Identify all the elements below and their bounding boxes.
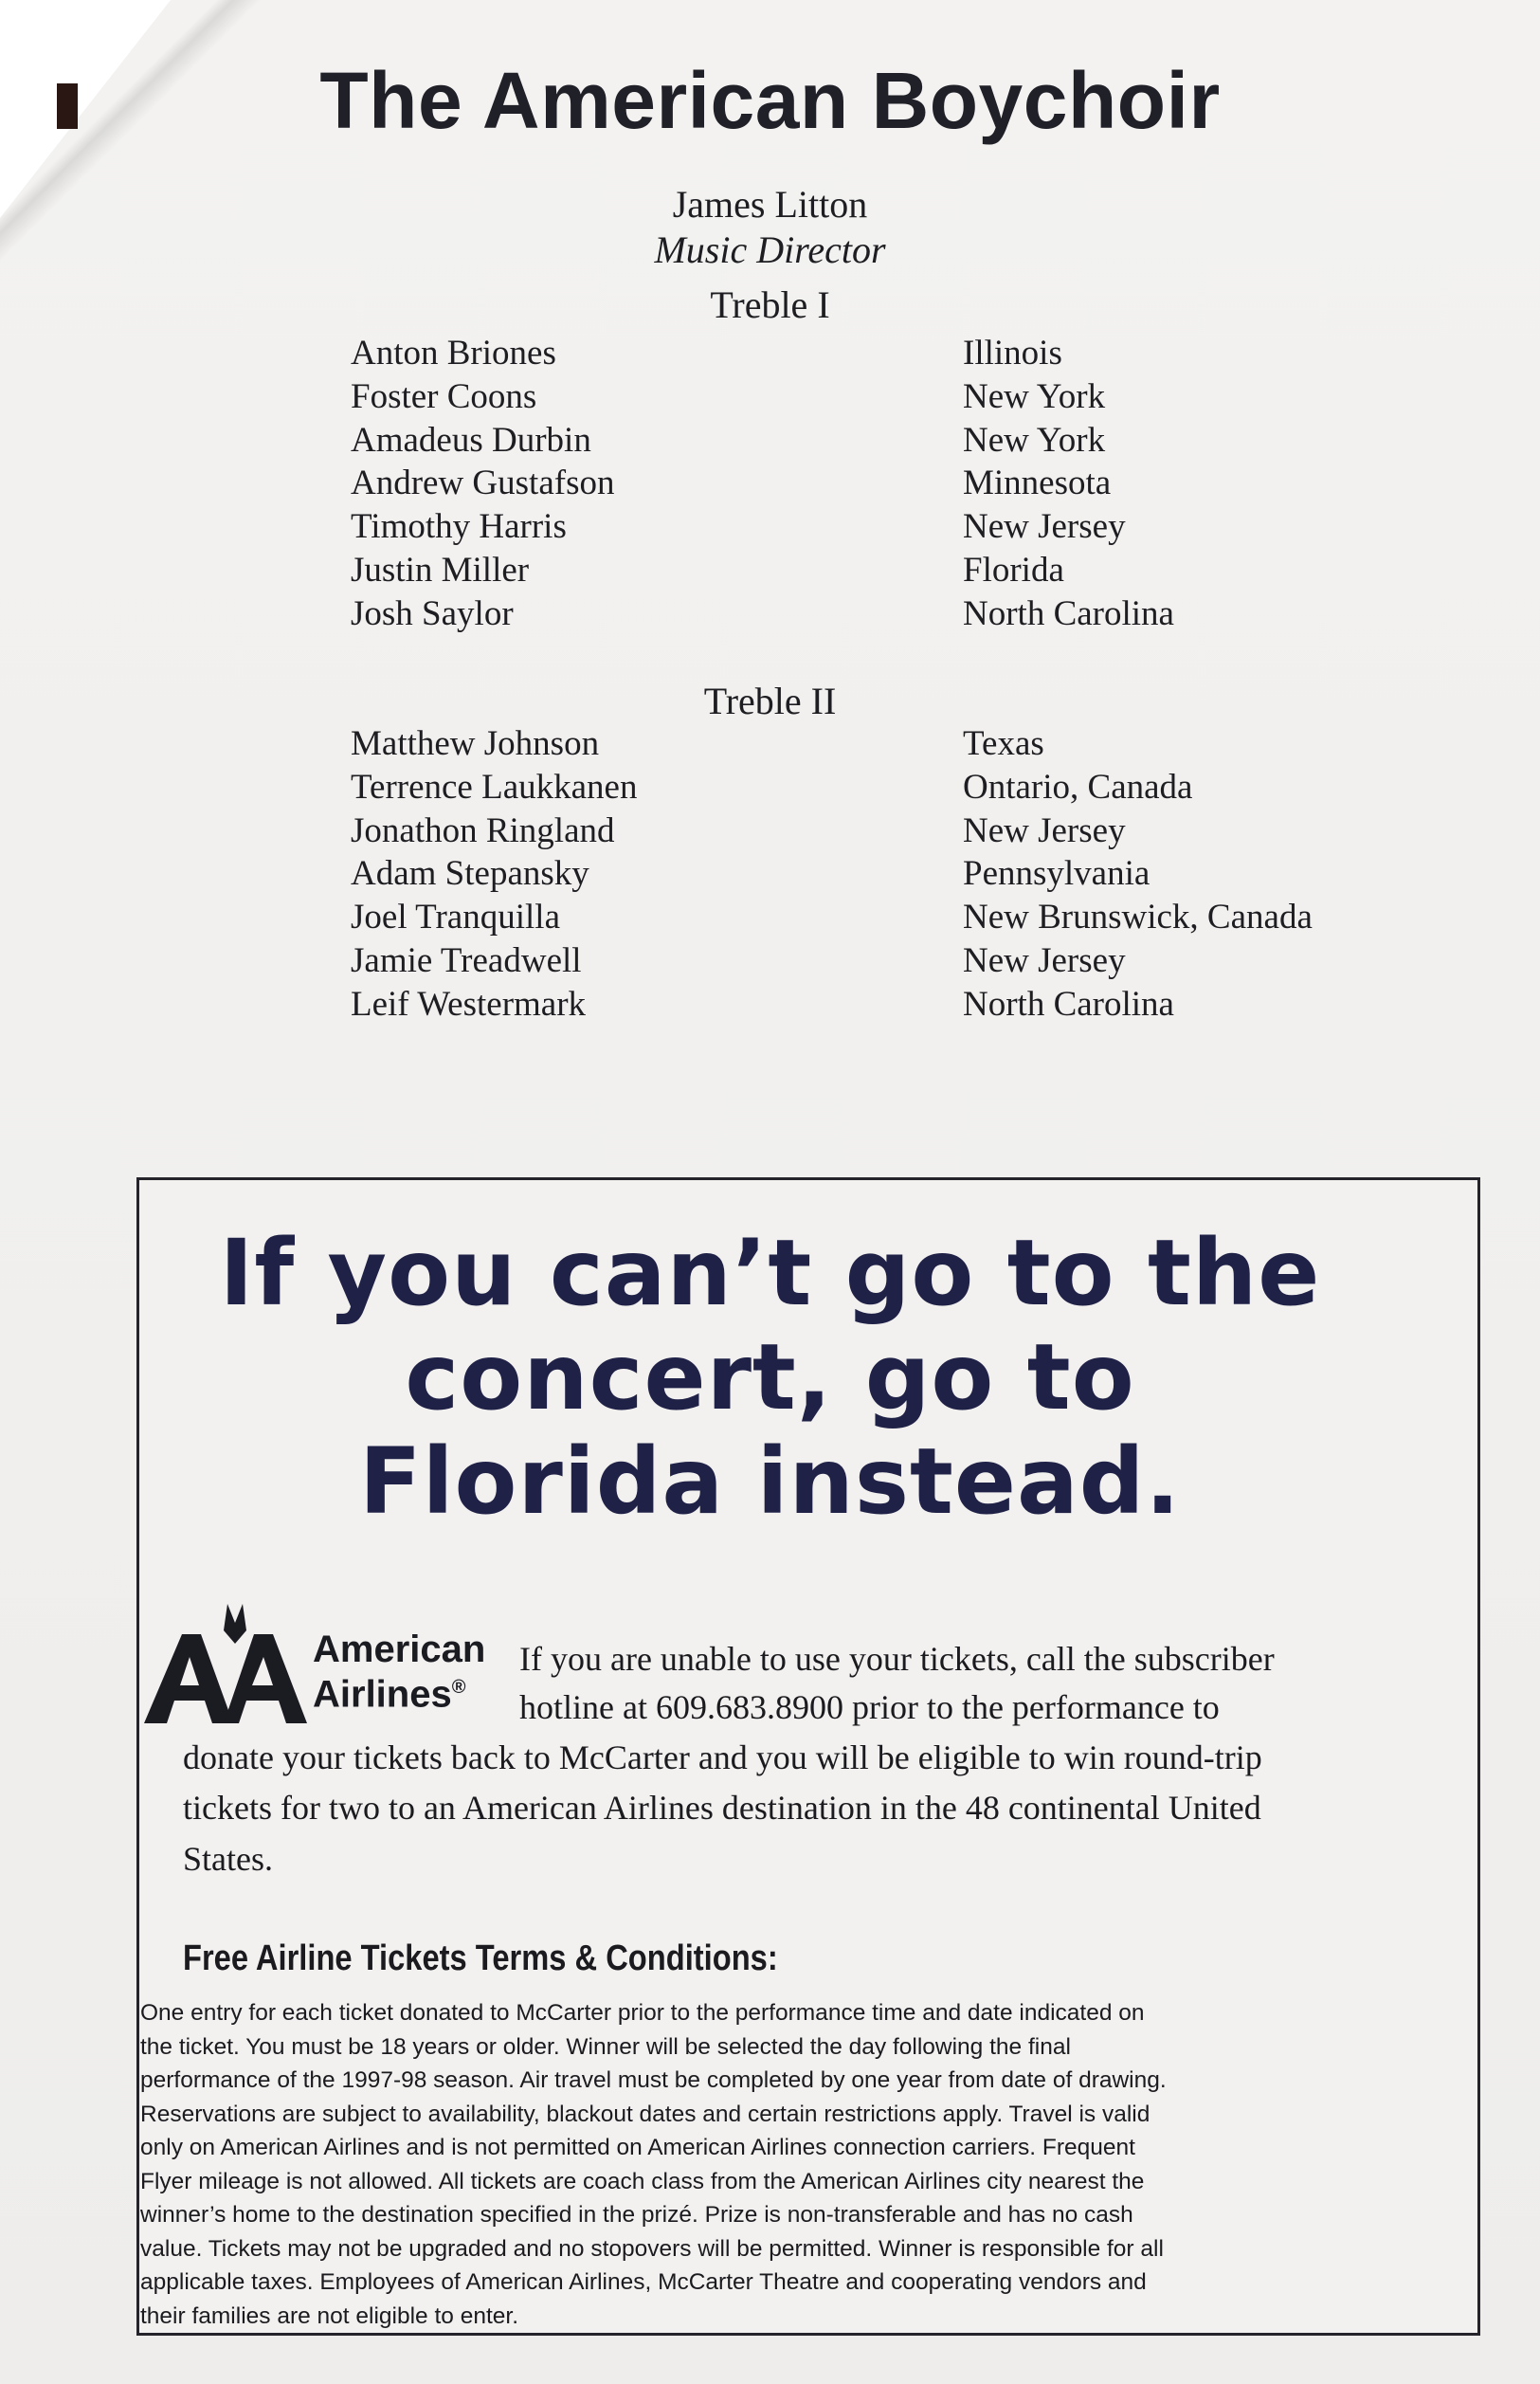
terms-line: applicable taxes. Employees of American Airlines, McCarter Theatre and cooperating vendors and xyxy=(140,2269,1147,2295)
roster-row xyxy=(351,852,1393,896)
terms-line: performance of the 1997-98 season. Air travel must be completed by one year from date of drawing. xyxy=(140,2067,1167,2093)
singer-name: Amadeus Durbin xyxy=(351,420,591,460)
roster-row xyxy=(351,896,1393,939)
roster-row xyxy=(351,549,1393,592)
terms-line: Flyer mileage is not allowed. All tickets are coach class from the American Airlines city nearest the xyxy=(140,2168,1145,2194)
roster-row xyxy=(351,983,1393,1027)
roster-row xyxy=(351,939,1393,983)
terms-line: Reservations are subject to availability, blackout dates and certain restrictions apply. Travel is valid xyxy=(140,2101,1150,2127)
roster-row xyxy=(351,462,1393,505)
singer-home: Minnesota xyxy=(963,464,1112,503)
headline-line: Florida instead. xyxy=(359,1429,1181,1535)
offer-line: If you are unable to use your tickets, call the subscriber xyxy=(519,1640,1275,1678)
singer-name: Josh Saylor xyxy=(351,593,514,633)
singer-home: Ontario, Canada xyxy=(963,767,1193,807)
singer-name: Timothy Harris xyxy=(351,507,567,547)
roster-row xyxy=(351,419,1393,463)
terms-line: value. Tickets may not be upgraded and no stopovers will be permitted. Winner is responsible for all xyxy=(140,2235,1164,2262)
singer-home: New Jersey xyxy=(963,810,1126,850)
singer-name: Joel Tranquilla xyxy=(351,898,560,937)
terms-line: only on American Airlines and is not permitted on American Airlines connection carriers. Frequent xyxy=(140,2135,1135,2160)
singer-name: Jamie Treadwell xyxy=(351,940,582,980)
treble-one-roster xyxy=(351,332,1393,636)
registered-mark: ® xyxy=(451,1677,466,1698)
singer-name: Jonathon Ringland xyxy=(351,810,615,850)
terms-line: winner’s home to the destination specified in the prizé. Prize is non-transferable and has no cash xyxy=(140,2202,1133,2228)
ad-headline xyxy=(0,1221,1540,1534)
singer-name: Andrew Gustafson xyxy=(351,464,615,503)
terms-heading: Free Airline Tickets Terms & Conditions: xyxy=(183,1938,778,1978)
aa-mark xyxy=(144,1634,307,1723)
treble-two-heading: Treble II xyxy=(703,680,837,722)
wordmark-airlines: Airlines xyxy=(313,1673,452,1716)
roster-row xyxy=(351,332,1393,375)
treble-two-roster xyxy=(351,722,1393,1027)
roster-row xyxy=(351,722,1393,766)
singer-home: Texas xyxy=(963,724,1044,763)
singer-name: Matthew Johnson xyxy=(351,724,600,763)
headline-line: If you can’t go to the xyxy=(219,1220,1321,1326)
singer-home: New Jersey xyxy=(963,507,1126,547)
singer-name: Anton Briones xyxy=(351,334,556,373)
terms-line: their families are not eligible to enter. xyxy=(140,2302,519,2329)
offer-line: tickets for two to an American Airlines destination in the 48 continental United xyxy=(183,1789,1261,1827)
roster-row xyxy=(351,766,1393,810)
singer-home: North Carolina xyxy=(963,593,1174,633)
offer-line: States. xyxy=(183,1840,273,1878)
singer-home: New York xyxy=(963,376,1106,416)
singer-name: Foster Coons xyxy=(351,376,537,416)
page-title: The American Boychoir xyxy=(319,56,1221,145)
terms-line: the ticket. You must be 18 years or older. Winner will be selected the day following the final xyxy=(140,2033,1071,2060)
terms-body xyxy=(140,1996,1415,2333)
singer-home: North Carolina xyxy=(963,984,1174,1024)
roster-row xyxy=(351,375,1393,419)
singer-home: Illinois xyxy=(963,334,1062,373)
singer-home: New York xyxy=(963,420,1106,460)
offer-line: hotline at 609.683.8900 prior to the performance to xyxy=(519,1688,1220,1726)
singer-home: Pennsylvania xyxy=(963,854,1150,894)
wordmark-line: American xyxy=(313,1629,486,1670)
singer-name: Justin Miller xyxy=(351,550,530,590)
singer-name: Adam Stepansky xyxy=(351,854,589,894)
singer-home: Florida xyxy=(963,550,1064,590)
singer-name: Leif Westermark xyxy=(351,984,587,1024)
director-name: James Litton xyxy=(672,183,868,226)
singer-name: Terrence Laukkanen xyxy=(351,767,638,807)
treble-one-heading: Treble I xyxy=(710,283,830,326)
director-role: Music Director xyxy=(654,228,886,271)
roster-row xyxy=(351,810,1393,853)
singer-home: New Jersey xyxy=(963,940,1126,980)
roster-row xyxy=(351,592,1393,636)
roster-row xyxy=(351,505,1393,549)
singer-home: New Brunswick, Canada xyxy=(963,898,1313,937)
wordmark-line xyxy=(313,1668,485,1716)
offer-line: donate your tickets back to McCarter and you will be eligible to win round-trip xyxy=(183,1738,1262,1776)
terms-line: One entry for each ticket donated to McCarter prior to the performance time and date indicated on xyxy=(140,2000,1145,2026)
airline-wordmark xyxy=(313,1629,486,1716)
headline-line: concert, go to xyxy=(405,1324,1135,1430)
eagle-icon xyxy=(224,1604,246,1644)
